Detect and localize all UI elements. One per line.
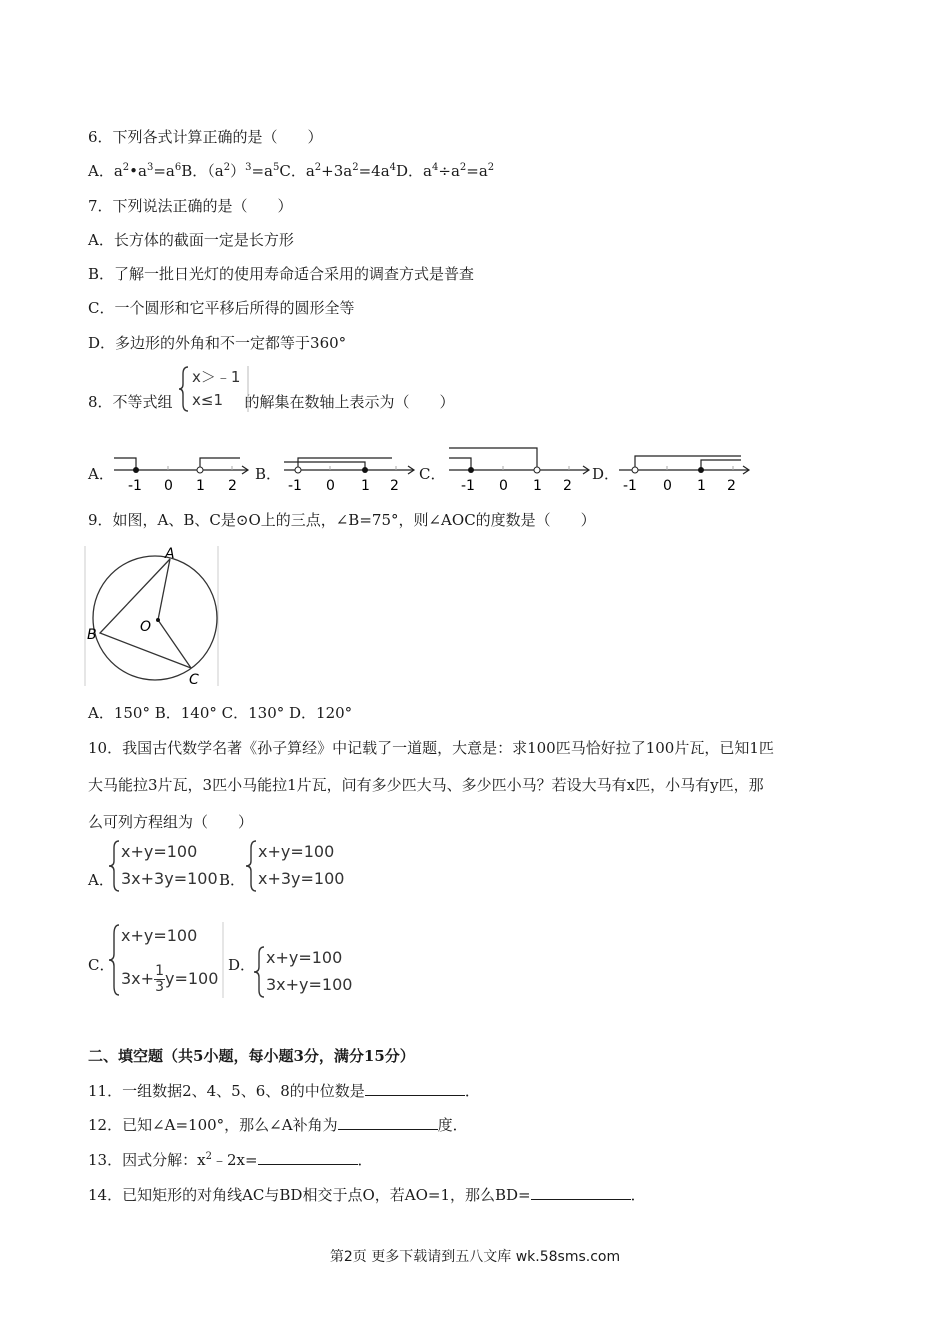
q10-option-d-system: x+y=100 3x+y=100 xyxy=(252,944,352,1000)
hollow-point xyxy=(295,467,301,473)
q10-label-c: C． xyxy=(88,956,115,974)
tick-label: -1 xyxy=(623,478,637,494)
point-c-label: C xyxy=(189,672,199,687)
tick-label: 0 xyxy=(499,478,508,494)
q10-option-c-system: x+y=100 3x+ $\frac{1}{3}$ y=100 xyxy=(107,922,225,998)
q10-line-2: 大马能拉3片瓦，3匹小马能拉1片瓦，问有多少匹大马、多少匹小马？若设大马有x匹，小马有y匹，那 xyxy=(88,776,764,794)
q7-stem: 7．下列说法正确的是（ ） xyxy=(88,197,293,215)
left-brace-icon xyxy=(107,838,121,894)
tick-label: 2 xyxy=(228,478,237,494)
q9-stem: 9．如图，A、B、C是⊙O上的三点，∠B=75°，则∠AOC的度数是（ ） xyxy=(88,511,596,529)
point-o-label: O xyxy=(140,619,152,635)
left-brace-icon xyxy=(107,922,121,998)
q6-stem: 6．下列各式计算正确的是（ ） xyxy=(88,128,323,146)
hollow-point xyxy=(197,467,203,473)
solid-point xyxy=(362,467,368,473)
q12: 12．已知∠A=100°，那么∠A补角为 度． xyxy=(88,1116,468,1134)
hollow-point xyxy=(632,467,638,473)
number-line-a xyxy=(110,450,255,494)
tick-label: -1 xyxy=(128,478,142,494)
tick-label: -1 xyxy=(461,478,475,494)
q10-label-a: A． xyxy=(88,871,114,889)
q8-label-c: C． xyxy=(419,465,446,483)
q8-label-d: D． xyxy=(592,465,620,483)
page-footer: 第2页 更多下载请到五八文库 wk.58sms.com xyxy=(329,1249,621,1265)
q11: 11．一组数据2、4、5、6、8的中位数是 ． xyxy=(88,1082,480,1100)
tick-label: 2 xyxy=(390,478,399,494)
number-line-b xyxy=(280,450,420,494)
tick-label: 1 xyxy=(196,478,205,494)
radii-oa-oc xyxy=(158,559,191,668)
q7-option-d: D．多边形的外角和不一定都等于360° xyxy=(88,334,347,352)
left-brace-icon xyxy=(244,838,258,894)
circle-figure xyxy=(84,545,220,687)
chords-ab-bc xyxy=(100,559,191,668)
q8-stem: 8．不等式组 的解集在数轴上表示为（ ） xyxy=(88,393,455,411)
q9-options: A．150° B．140° C．130° D．120° xyxy=(88,704,353,722)
number-line-c xyxy=(445,444,595,494)
tick-label: 0 xyxy=(663,478,672,494)
q8-inequality-system: x＞﹣1 x≤1 xyxy=(178,364,250,414)
q8-label-b: B． xyxy=(255,465,282,483)
solid-point xyxy=(133,467,139,473)
solid-point xyxy=(468,467,474,473)
q10-option-a-system: x+y=100 3x+3y=100 xyxy=(107,838,219,894)
tick-label: 2 xyxy=(563,478,572,494)
tick-label: 2 xyxy=(727,478,736,494)
q10-line-3: 么可列方程组为（ ） xyxy=(88,813,254,831)
tick-label: 1 xyxy=(533,478,542,494)
solid-point xyxy=(698,467,704,473)
tick-label: 1 xyxy=(361,478,370,494)
q10-option-b-system: x+y=100 x+3y=100 xyxy=(244,838,344,894)
q7-option-a: A．长方体的截面一定是长方形 xyxy=(88,231,294,249)
q6-options: A．$a^2•a^3=a^6B$．$(a^2)^3=a^5C$．$a^2+3a^2=4a^4D$．$a^4\div a^2=a^2$ xyxy=(88,162,495,180)
tick-label: 0 xyxy=(326,478,335,494)
q10-label-d: D． xyxy=(228,956,256,974)
point-a-label: A xyxy=(165,546,175,562)
point-b-label: B xyxy=(87,627,97,643)
tick-label: -1 xyxy=(288,478,302,494)
q10-line-1: 10．我国古代数学名著《孙子算经》中记载了一道题，大意是：求100匹马恰好拉了100片瓦，已知1匹 xyxy=(88,739,774,757)
center-point xyxy=(156,618,160,622)
q13: 13．因式分解：$x^2﹣2x=$ ． xyxy=(88,1151,373,1169)
q8-label-a: A． xyxy=(88,465,114,483)
number-line-d xyxy=(615,450,755,494)
tick-label: 0 xyxy=(164,478,173,494)
tick-label: 1 xyxy=(697,478,706,494)
q7-option-c: C．一个圆形和它平移后所得的圆形全等 xyxy=(88,299,355,317)
left-brace-icon xyxy=(252,944,266,1000)
q7-option-b: B．了解一批日光灯的使用寿命适合采用的调查方式是普查 xyxy=(88,265,475,283)
hollow-point xyxy=(534,467,540,473)
section-2-title: 二、填空题（共5小题，每小题3分，满分15分） xyxy=(88,1047,415,1065)
q14: 14．已知矩形的对角线AC与BD相交于点O，若AO=1，那么BD= ． xyxy=(88,1186,646,1204)
q10-label-b: B． xyxy=(219,871,246,889)
